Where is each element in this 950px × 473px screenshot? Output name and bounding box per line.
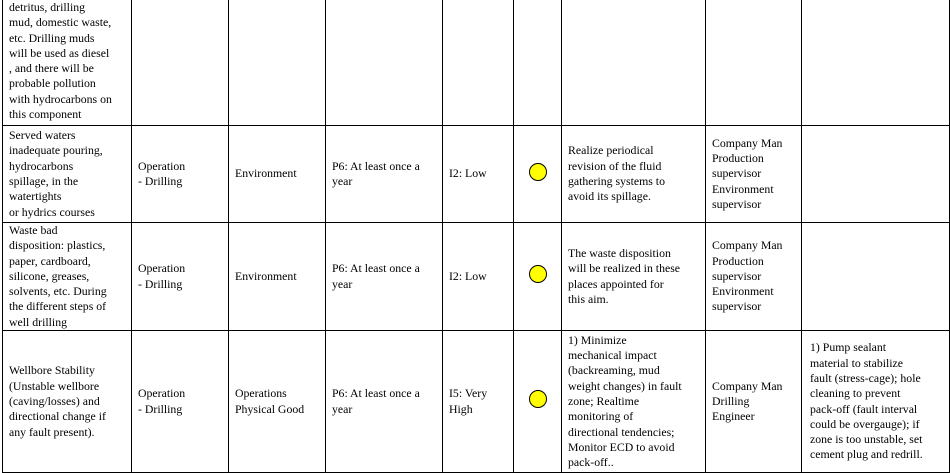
measure-cell <box>562 223 706 331</box>
probability-cell <box>326 0 443 126</box>
aspect-cell <box>3 126 132 223</box>
table-body <box>3 0 950 473</box>
aspect-cell <box>3 331 132 473</box>
impact-cell <box>443 0 514 126</box>
resource-cell <box>229 126 326 223</box>
aspect-text: Served waters inadequate pouring, hydrocarbons spillage, in the watertights or hydrics courses <box>9 128 103 219</box>
risk-indicator-cell <box>514 0 562 126</box>
risk-indicator-cell <box>514 331 562 473</box>
measure-cell <box>562 331 706 473</box>
impact-cell <box>443 126 514 223</box>
resource-cell <box>229 223 326 331</box>
aspect-text: Waste bad disposition: plastics, paper, cardboard, silicone, greases, solvents, etc. During the different steps of well drilling <box>9 223 107 329</box>
phase-cell <box>132 126 229 223</box>
phase-text: Operation - Drilling <box>138 158 186 188</box>
responsible-cell <box>706 331 802 473</box>
probability-cell <box>326 126 443 223</box>
resource-cell <box>229 331 326 473</box>
probability-cell <box>326 331 443 473</box>
aspect-cell <box>3 223 132 331</box>
resource-text: Operations Physical Good <box>235 386 305 416</box>
table-row <box>3 126 950 223</box>
responsible-cell <box>706 126 802 223</box>
measure-text: Realize periodical revision of the fluid gathering systems to avoid its spillage. <box>568 143 665 204</box>
phase-cell <box>132 223 229 331</box>
measure-text: The waste disposition will be realized in these places appointed for this aim. <box>568 245 681 306</box>
resource-text: Environment <box>235 166 297 181</box>
resource-cell <box>229 0 326 126</box>
probability-text: P6: At least once a year <box>332 386 420 416</box>
risk-level-indicator-icon <box>529 163 547 181</box>
phase-text: Operation - Drilling <box>138 261 186 291</box>
impact-text: I2: Low <box>449 166 487 181</box>
aspect-cell <box>3 0 132 126</box>
measure-cell <box>562 126 706 223</box>
resource-text: Environment <box>235 268 297 283</box>
aspect-text: Wellbore Stability (Unstable wellbore (caving/losses) and directional change if any fault present). <box>9 363 106 439</box>
table-row <box>3 331 950 473</box>
phase-text: Operation - Drilling <box>138 386 186 416</box>
risk-indicator-cell <box>514 223 562 331</box>
impact-cell <box>443 223 514 331</box>
probability-text: P6: At least once a year <box>332 261 420 291</box>
impact-text: I5: Very High <box>449 386 488 416</box>
contingency-cell <box>802 0 950 126</box>
responsible-text: Company Man Production supervisor Environment supervisor <box>712 135 783 211</box>
impact-cell <box>443 331 514 473</box>
impact-text: I2: Low <box>449 268 487 283</box>
responsible-text: Company Man Production supervisor Environment supervisor <box>712 238 783 314</box>
aspect-text: detritus, drilling mud, domestic waste, etc. Drilling muds will be used as diesel , and there will be probable pollution with hydrocarbons on this component <box>9 0 112 122</box>
probability-cell <box>326 223 443 331</box>
phase-cell <box>132 331 229 473</box>
contingency-text: 1) Pump sealant material to stabilize fault (stress-cage); hole cleaning to prevent pack-off (fault interval could be overgauge); if zone is too unstable, set cement plug and redrill. <box>810 340 923 462</box>
risk-level-indicator-icon <box>529 265 547 283</box>
probability-text: P6: At least once a year <box>332 158 420 188</box>
table-row <box>3 0 950 126</box>
phase-cell <box>132 0 229 126</box>
measure-text: 1) Minimize mechanical impact (backreaming, mud weight changes) in fault zone; Realtime monitoring of directional tendencies; Monitor ECD to avoid pack-off.. <box>568 332 682 470</box>
table-row <box>3 223 950 331</box>
risk-level-indicator-icon <box>529 390 547 408</box>
contingency-cell <box>802 331 950 473</box>
responsible-cell <box>706 0 802 126</box>
contingency-cell <box>802 126 950 223</box>
contingency-cell <box>802 223 950 331</box>
risk-indicator-cell <box>514 126 562 223</box>
measure-cell <box>562 0 706 126</box>
responsible-text: Company Man Drilling Engineer <box>712 378 783 424</box>
responsible-cell <box>706 223 802 331</box>
risk-matrix-table <box>2 0 950 473</box>
